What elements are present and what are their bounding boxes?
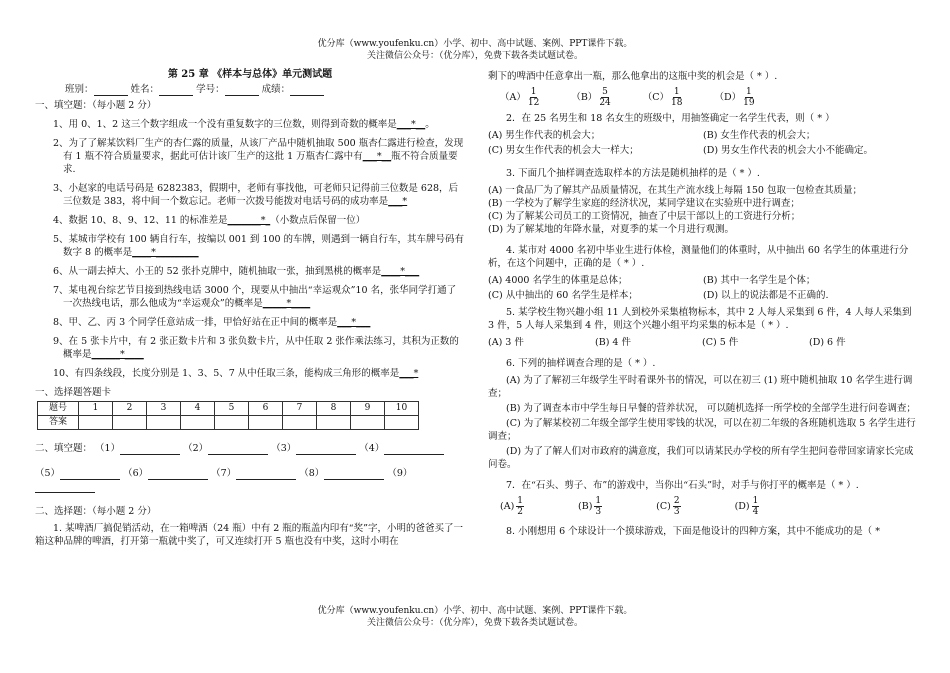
q4-options-row [488, 289, 918, 302]
fill-answer-blank[interactable] [60, 469, 120, 480]
q2-options-row [488, 144, 918, 157]
fill-question: 2、为了了解某饮料厂生产的杏仁露的质量，从该厂产品中随机抽取 500 瓶杏仁露进行检查，发现有 1 瓶不符合质量要求，据此可估计该厂生产的这批 1 万瓶杏仁露中有___*__瓶不符合质量要求. [53, 138, 464, 175]
q1-option[interactable]: （B） $\frac{5}{24}$ [571, 87, 611, 108]
q6-option-a[interactable]: (A) 为了了解初三年级学生平时看课外书的情况，可以在初三 (1) 班中随机抽取 10 名学生进行调查； [488, 375, 913, 399]
fill-question: 7、某电视台综艺节目接到热线电话 3000 个，现要从中抽出“幸运观众”10 名，张华同学打通了一次热线电话，那么他成为“幸运观众”的概率是_____*____ [53, 285, 457, 309]
score-blank [290, 85, 324, 96]
left-column [35, 66, 465, 552]
card-num: 4 [181, 402, 215, 416]
student-info [35, 83, 465, 96]
choice-question-1-cont: 剩下的啤酒中任意拿出一瓶，那么他拿出的这瓶中奖的机会是（ * ）. [488, 71, 778, 82]
section-fill-heading: 一、填空题：（每小题 2 分） [35, 100, 157, 111]
card-num: 6 [249, 402, 283, 416]
q7-option[interactable]: (C) $\frac{2}{3}$ [656, 496, 680, 517]
footer-line2: 关注微信公众号：（优分库），免费下载各类试题试卷。 [366, 618, 583, 628]
q5-options-row [488, 336, 918, 349]
answer-card-title: 一、选择题答题卡 [35, 387, 112, 398]
fill-question: 6、从一副去掉大、小王的 52 张扑克牌中，随机抽取一张，抽到黑桃的概率是____*___ [53, 266, 420, 277]
fill-question: 4、数据 10、8、9、12、11 的标准差是_______*_（小数点后保留一位） [53, 215, 366, 226]
q6-option-c[interactable]: (C) 为了解某校初二年级全部学生使用零钱的状况，可以在初二年级的各班随机选取 5 名学生进行调查； [488, 418, 916, 442]
fill-question: 5、某城市学校有 100 辆自行车，按编以 001 到 100 的车牌，则遇到一辆自行车，其车牌号码有数字 8 的概率是____*_________ [53, 234, 465, 258]
fill-answer-blank[interactable] [296, 444, 356, 455]
q5-option[interactable]: (C) 5 件 [702, 337, 739, 348]
card-num: 9 [351, 402, 385, 416]
card-answer-cell[interactable] [385, 416, 419, 430]
q6-option-d[interactable]: (D) 为了了解人们对市政府的满意度，我们可以请某民办学校的所有学生把问卷带回家请家长完成问卷。 [488, 446, 914, 470]
card-answer-label: 答案 [38, 416, 79, 430]
choice-question-2: 2．在 25 名男生和 18 名女生的班级中，用抽签确定一名学生代表，则（ * ） [506, 113, 835, 124]
q3-option-c[interactable]: (C) 为了解某公司员工的工资情况，抽查了中层干部以上的工资进行分析； [488, 211, 801, 222]
q7-options [500, 496, 918, 517]
q3-option-d[interactable]: (D) 为了解某地的年降水量，对夏季的某一个月进行观测。 [488, 224, 735, 235]
fill-answer-blank[interactable] [35, 482, 95, 493]
class-label: 班别： [65, 84, 94, 95]
number-label: 学号： [196, 84, 225, 95]
q2-options-row [488, 129, 918, 142]
card-answer-cell[interactable] [79, 416, 113, 430]
fill-answer-blank[interactable] [324, 469, 384, 480]
choice-question-8: 8. 小刚想用 6 个球设计一个摸球游戏，下面是他设计的四种方案，其中不能成功的是（ * [506, 526, 880, 537]
name-label: 姓名： [130, 84, 160, 95]
fill-answer-blank[interactable] [236, 469, 296, 480]
header-line2: 关注微信公众号：（优分库），免费下载各类试题试卷。 [366, 51, 583, 61]
fill-question: 1、用 0、1、2 这三个数字组成一个没有重复数字的三位数，则得到奇数的概率是___*__。 [53, 119, 435, 130]
q7-option[interactable]: (D) $\frac{1}{4}$ [734, 496, 759, 517]
number-blank [225, 85, 259, 96]
q6-option-b[interactable]: (B) 为了调查本市中学生每日早餐的营养状况， 可以随机选择一所学校的全部学生进行问卷调查； [506, 403, 916, 414]
fill-answer-row-2: （5） （6） （7） （8） （9） [35, 467, 465, 493]
section-choice-heading: 二、选择题：（每小题 2 分） [35, 506, 157, 517]
choice-question-7: 7．在“石头、剪子、布”的游戏中，当你出“石头”时，对手与你打平的概率是（ * ）. [506, 480, 859, 491]
right-column [488, 66, 918, 542]
q2-option-a[interactable]: (A) 男生作代表的机会大； [488, 130, 601, 141]
q4-option-b[interactable]: (B) 其中一名学生是个体； [703, 275, 816, 286]
choice-question-6: 6. 下列的抽样调查合理的是（ * ）. [506, 358, 656, 369]
card-num: 8 [317, 402, 351, 416]
q5-option[interactable]: (D) 6 件 [809, 337, 846, 348]
q2-option-c[interactable]: (C) 男女生作代表的机会大一样大； [488, 145, 639, 156]
fill-answer-blank[interactable] [384, 444, 444, 455]
name-blank [159, 85, 193, 96]
q5-option[interactable]: (B) 4 件 [595, 337, 631, 348]
answer-card-table [37, 401, 419, 430]
q7-option[interactable]: (A) $\frac{1}{2}$ [500, 496, 524, 517]
card-answer-cell[interactable] [147, 416, 181, 430]
choice-question-4: 4. 某市对 4000 名初中毕业生进行体检，测量他们的体重时，从中抽出 60 名学生的体重进行分析，在这个问题中，正确的是（ * ）. [488, 245, 909, 269]
card-answer-cell[interactable] [283, 416, 317, 430]
card-num: 10 [385, 402, 419, 416]
q2-option-b[interactable]: (B) 女生作代表的机会大； [703, 130, 816, 141]
score-label: 成绩： [261, 84, 291, 95]
choice-question-5: 5. 某学校生物兴趣小组 11 人到校外采集植物标本，其中 2 人每人采集到 6 件，4 人每人采集到 3 件，5 人每人采集到 4 件，则这个兴趣小组平均采集的标本是（ * ）. [488, 307, 912, 331]
choice-question-3: 3. 下面几个抽样调查选取样本的方法是随机抽样的是（ * ）. [506, 168, 760, 179]
fill-answer-blank[interactable] [208, 444, 268, 455]
card-answer-cell[interactable] [351, 416, 385, 430]
card-num: 2 [113, 402, 147, 416]
fill-answer-blank[interactable] [120, 444, 180, 455]
card-answer-cell[interactable] [113, 416, 147, 430]
fill-question: 3、小赵家的电话号码是 6282383，假期中，老师有事找他，可老师只记得前三位数是 628，后三位数是 383，将中间一个数忘记。老师一次拨号能拨对电话号码的成功率是___* [53, 183, 459, 207]
fill-question: 9、在 5 张卡片中，有 2 张正数卡片和 3 张负数卡片，从中任取 2 张作乘法练习，其积为正数的概率是______*____ [53, 336, 459, 360]
fill-answer-row-1: 二、填空题： （1） （2） （3） （4） [35, 442, 465, 455]
fill-answer-label: 二、填空题： [35, 443, 93, 454]
class-blank [94, 85, 128, 96]
q3-option-a[interactable]: (A) 一食品厂为了解其产品质量情况，在其生产流水线上每隔 150 包取一包检查其质量； [488, 185, 862, 196]
page-header [0, 38, 950, 62]
q2-option-d[interactable]: (D) 男女生作代表的机会大小不能确定。 [703, 145, 874, 156]
card-answer-cell[interactable] [215, 416, 249, 430]
card-answer-cell[interactable] [249, 416, 283, 430]
q1-option[interactable]: （A） $\frac{1}{12}$ [500, 87, 540, 108]
q1-option[interactable]: （C） $\frac{1}{18}$ [642, 87, 683, 108]
q1-options [500, 87, 918, 108]
fill-answer-blank[interactable] [148, 469, 208, 480]
page-footer [0, 605, 950, 629]
fill-question: 8、甲、乙、丙 3 个同学任意站成一排，甲恰好站在正中间的概率是___*___ [53, 317, 371, 328]
q1-option[interactable]: （D） $\frac{1}{19}$ [714, 87, 755, 108]
card-num: 1 [79, 402, 113, 416]
card-header-label: 题号 [38, 402, 79, 416]
card-num: 7 [283, 402, 317, 416]
q3-option-b[interactable]: (B) 一学校为了解学生家庭的经济状况，某同学建议在实验班中进行调查； [488, 198, 800, 209]
card-num: 5 [215, 402, 249, 416]
fill-question: 10、有四条线段，长度分别是 1、3、5、7 从中任取三条，能构成三角形的概率是___* [53, 368, 419, 379]
header-line1: 优分库（www.youfenku.cn）小学、初中、高中试题、案例、PPT课件下载。 [317, 39, 633, 49]
q7-option[interactable]: (B) $\frac{1}{3}$ [578, 496, 602, 517]
q4-option-d[interactable]: (D) 以上的说法都是不正确的. [703, 290, 829, 301]
footer-line1: 优分库（www.youfenku.cn）小学、初中、高中试题、案例、PPT课件下载。 [317, 606, 633, 616]
card-answer-cell[interactable] [317, 416, 351, 430]
page-title: 第 25 章 《样本与总体》单元测试题 [167, 69, 333, 80]
choice-question-1: 1. 某啤酒厂搞促销活动，在一箱啤酒（24 瓶）中有 2 瓶的瓶盖内印有“奖”字，小明的爸爸买了一箱这种品牌的啤酒，打开第一瓶就中奖了，可又连续打开 5 瓶也没有中奖，这时小明在 [35, 523, 463, 547]
q4-option-c[interactable]: (C) 从中抽出的 60 名学生是样本； [488, 290, 638, 301]
card-num: 3 [147, 402, 181, 416]
card-answer-cell[interactable] [181, 416, 215, 430]
q5-option[interactable]: (A) 3 件 [488, 337, 524, 348]
q4-options-row [488, 274, 918, 287]
q4-option-a[interactable]: (A) 4000 名学生的体重是总体； [488, 275, 628, 286]
